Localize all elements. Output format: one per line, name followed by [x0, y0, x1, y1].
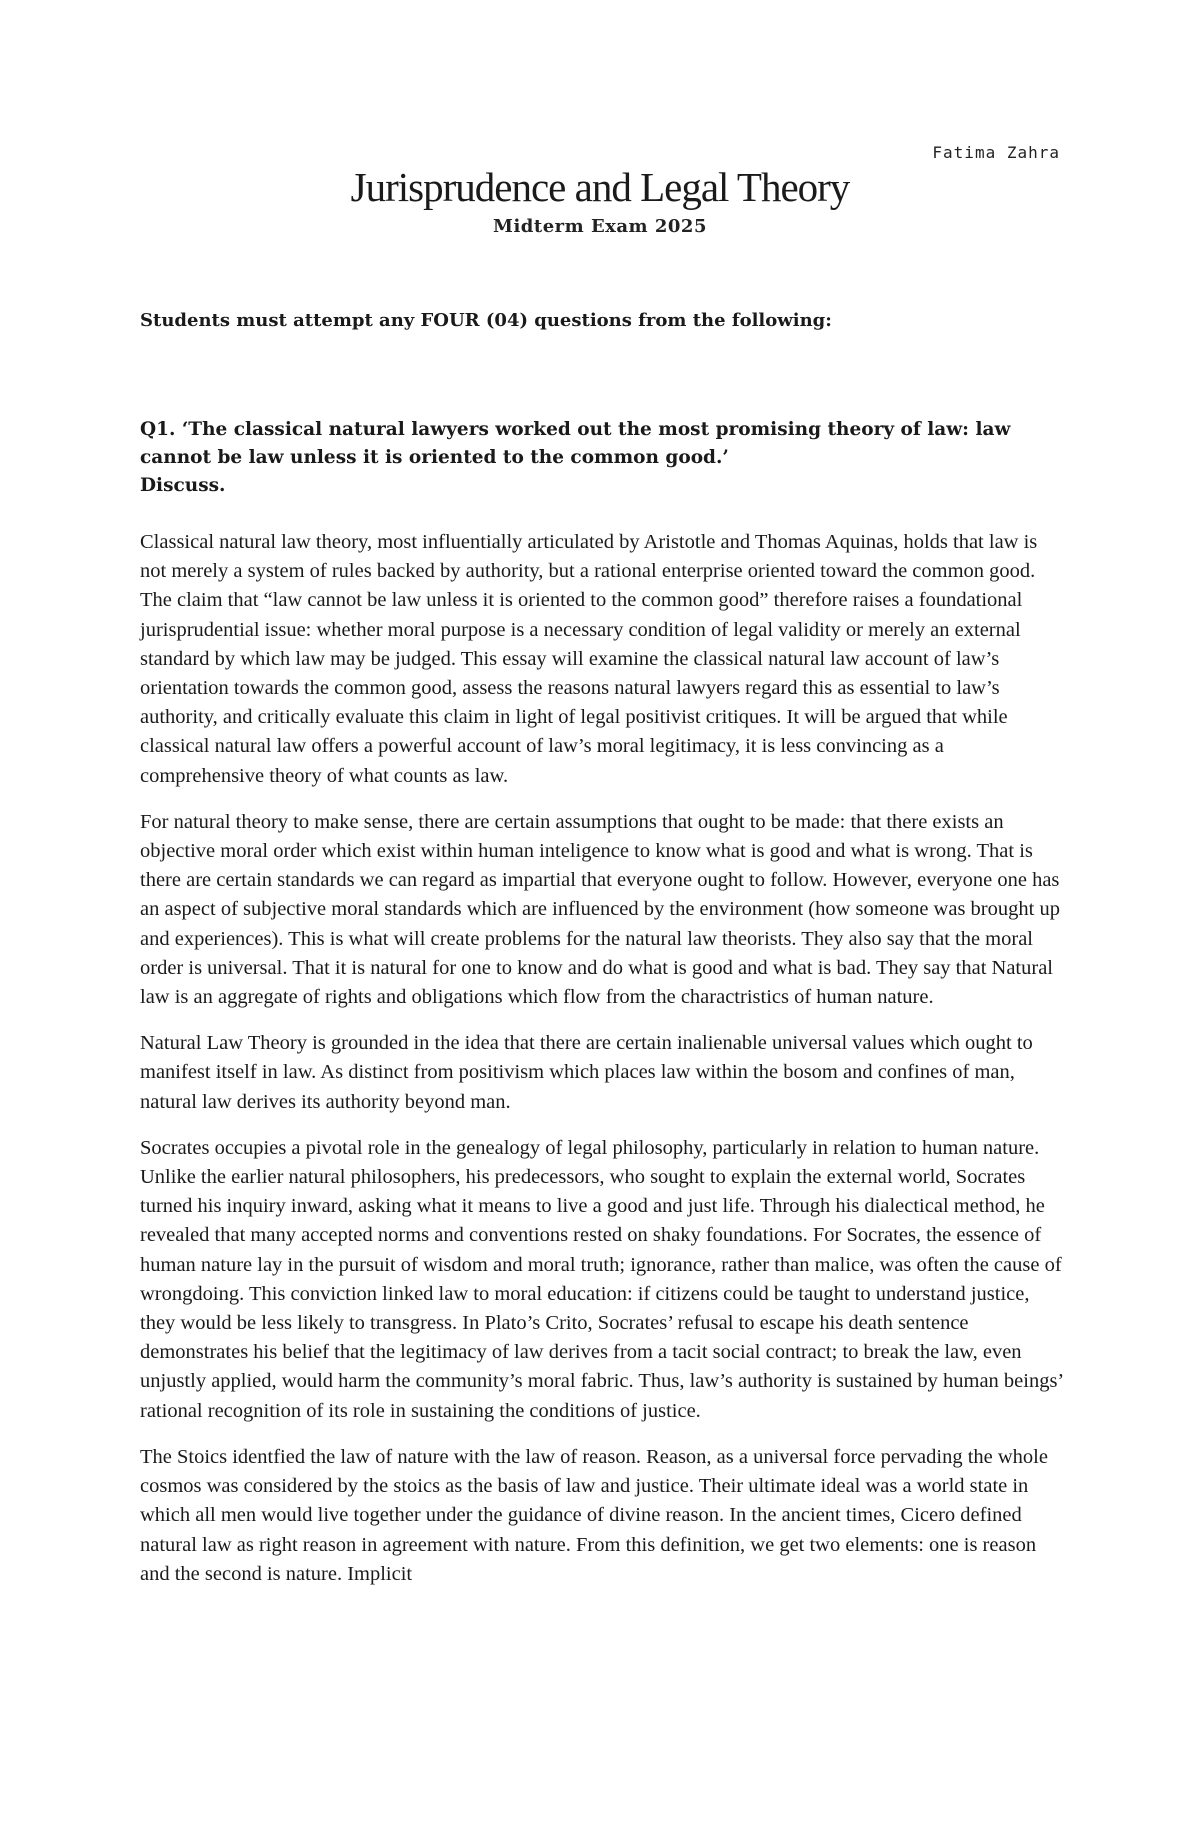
paragraph: Natural Law Theory is grounded in the idea that there are certain inalienable universal values which ought to manifest itself in law. As distinct from positivism which places law within the bosom and confines of man, natural law derives its authority beyond man. — [140, 1032, 1033, 1113]
question-block — [140, 416, 1060, 500]
author-name: Fatima Zahra — [932, 143, 1060, 162]
document-subtitle: Midterm Exam 2025 — [493, 216, 707, 237]
question-line: cannot be law unless it is oriented to the common good.’ — [140, 447, 729, 468]
essay-body — [140, 528, 1065, 1606]
paragraph: Socrates occupies a pivotal role in the genealogy of legal philosophy, particularly in relation to human nature. Unlike the earlier natural philosophers, his predecessors, who sought to explain the external world, Socrates turned his inquiry inward, asking what it means to live a good and just life. Through his dialectical method, he revealed that many accepted norms and conventions rested on shaky foundations. For Socrates, the essence of human nature lay in the pursuit of wisdom and moral truth; ignorance, rather than malice, was often the cause of wrongdoing. This conviction linked law to moral education: if citizens could be taught to understand justice, they would be less likely to transgress. In Plato’s Crito, Socrates’ refusal to escape his death sentence demonstrates his belief that the legitimacy of law derives from a tacit social contract; to break the law, even unjustly applied, would harm the community’s moral fabric. Thus, law’s authority is sustained by human beings’ rational recognition of its role in sustaining the conditions of justice. — [140, 1136, 1063, 1422]
exam-instruction: Students must attempt any FOUR (04) questions from the following: — [140, 310, 832, 331]
document-title: Jurisprudence and Legal Theory — [350, 164, 850, 210]
question-discuss: Discuss. — [140, 475, 226, 496]
paragraph: Classical natural law theory, most influentially articulated by Aristotle and Thomas Aquinas, holds that law is not merely a system of rules backed by authority, but a rational enterprise oriented toward the common good. The claim that “law cannot be law unless it is oriented to the common good” therefore raises a foundational jurisprudential issue: whether moral purpose is a necessary condition of legal validity or merely an external standard by which law may be judged. This essay will examine the classical natural law account of law’s orientation towards the common good, assess the reasons natural lawyers regard this as essential to law’s authority, and critically evaluate this claim in light of legal positivist critiques. It will be argued that while classical natural law offers a powerful account of law’s moral legitimacy, it is less convincing as a comprehensive theory of what counts as law. — [140, 531, 1038, 787]
question-line: Q1. ‘The classical natural lawyers worked out the most promising theory of law: law — [140, 419, 1011, 440]
paragraph: For natural theory to make sense, there are certain assumptions that ought to be made: that there exists an objective moral order which exist within human inteligence to know what is good and what is wrong. That is there are certain standards we can regard as impartial that everyone ought to follow. However, everyone one has an aspect of subjective moral standards which are influenced by the environment (how someone was brought up and experiences). This is what will create problems for the natural law theorists. They also say that the moral order is universal. That it is natural for one to know and do what is good and what is bad. They say that Natural law is an aggregate of rights and obligations which flow from the charactristics of human nature. — [140, 810, 1060, 1009]
paragraph: The Stoics identfied the law of nature with the law of reason. Reason, as a universal force pervading the whole cosmos was considered by the stoics as the basis of law and justice. Their ultimate ideal was a world state in which all men would live together under the guidance of divine reason. In the ancient times, Cicero defined natural law as right reason in agreement with nature. From this definition, we get two elements: one is reason and the second is nature. Implicit — [140, 1445, 1048, 1585]
